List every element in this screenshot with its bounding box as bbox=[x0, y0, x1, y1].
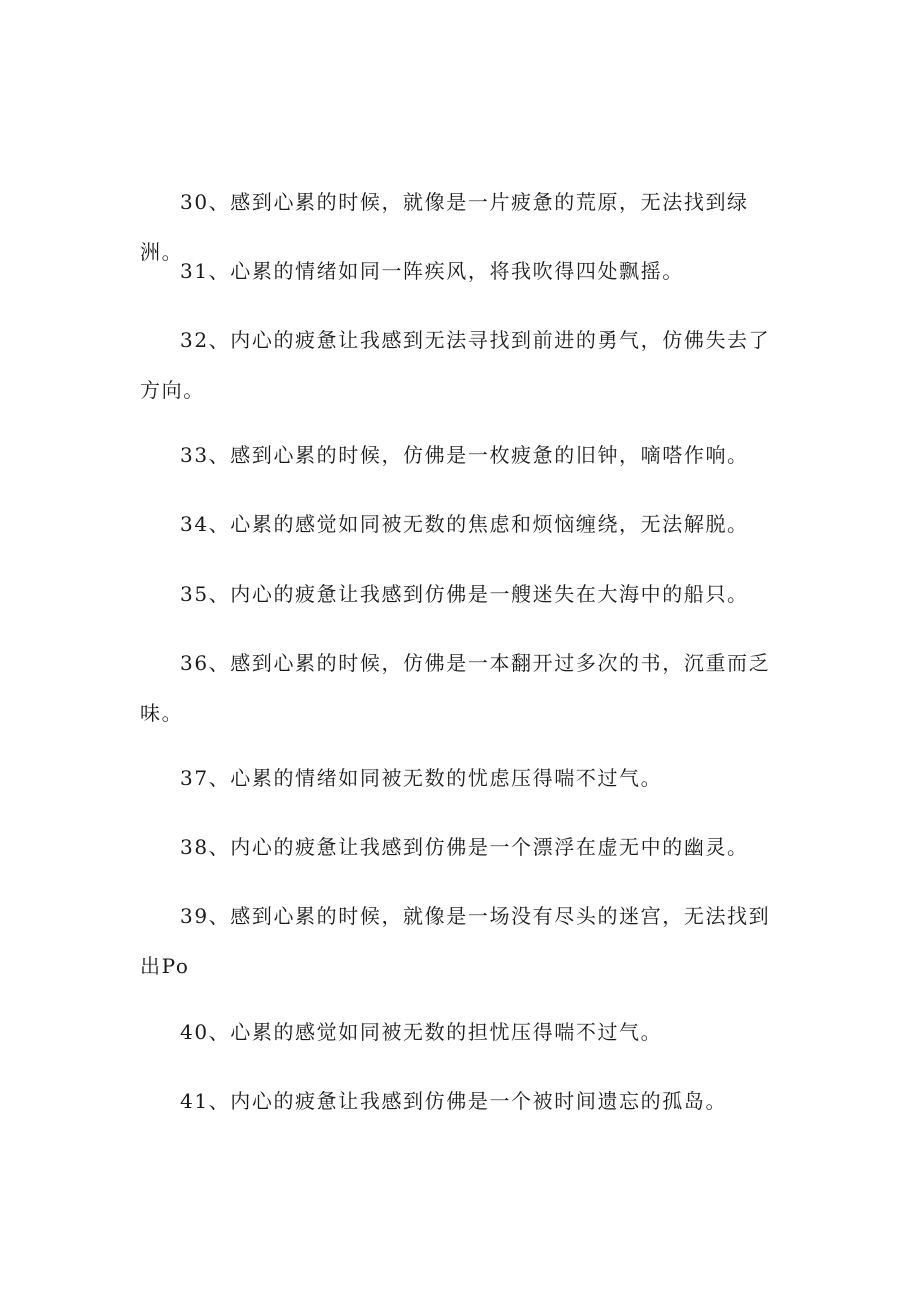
paragraph-31: 31、心累的情绪如同一阵疾风，将我吹得四处飘摇。 bbox=[180, 259, 684, 283]
paragraph-33: 33、感到心累的时候，仿佛是一枚疲惫的旧钟，嘀嗒作响。 bbox=[180, 443, 749, 467]
paragraph-36: 36、感到心累的时候，仿佛是一本翻开过多次的书，沉重而乏味。 bbox=[140, 651, 771, 725]
paragraph-32: 32、内心的疲惫让我感到无法寻找到前进的勇气，仿佛失去了方向。 bbox=[140, 328, 771, 402]
paragraph-37: 37、心累的情绪如同被无数的忧虑压得喘不过气。 bbox=[180, 766, 663, 790]
paragraph-41: 41、内心的疲惫让我感到仿佛是一个被时间遗忘的孤岛。 bbox=[180, 1089, 728, 1113]
paragraph-40: 40、心累的感觉如同被无数的担忧压得喘不过气。 bbox=[180, 1020, 663, 1044]
paragraph-34: 34、心累的感觉如同被无数的焦虑和烦恼缠绕，无法解脱。 bbox=[180, 512, 749, 536]
paragraph-35: 35、内心的疲惫让我感到仿佛是一艘迷失在大海中的船只。 bbox=[180, 582, 749, 606]
paragraph-39: 39、感到心累的时候，就像是一场没有尽头的迷宫，无法找到出Po bbox=[140, 904, 771, 978]
paragraph-30: 30、感到心累的时候，就像是一片疲惫的荒原，无法找到绿洲。 bbox=[140, 190, 749, 264]
paragraph-38: 38、内心的疲惫让我感到仿佛是一个漂浮在虚无中的幽灵。 bbox=[180, 835, 749, 859]
